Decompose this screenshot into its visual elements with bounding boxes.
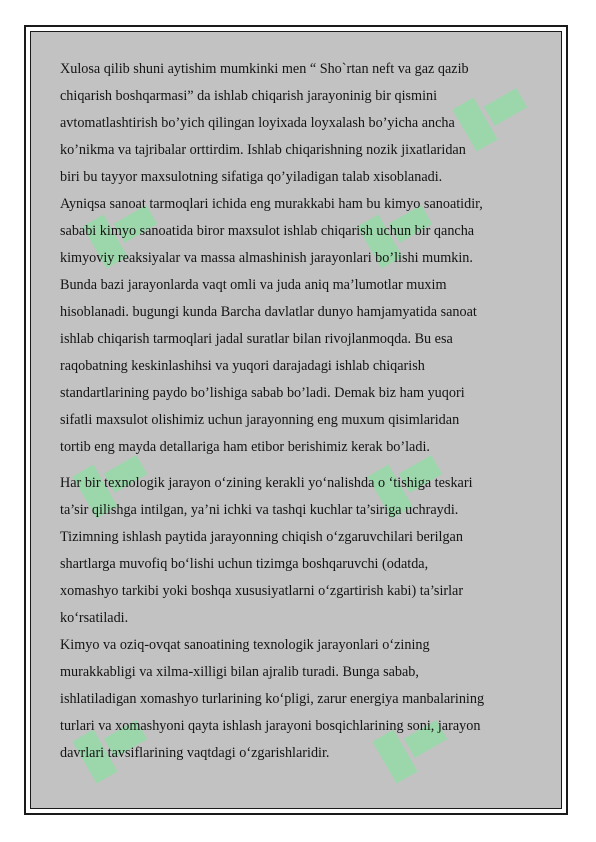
paragraph-spacer: [60, 461, 540, 470]
text-line: Bunda bazi jarayonlarda vaqt omli va juda aniq ma’lumotlar muxim: [60, 277, 447, 293]
text-line: sababi kimyo sanoatida biror maxsulot ishlab chiqarish uchun bir qancha: [60, 223, 475, 239]
text-line: sifatli maxsulot olishimiz uchun jarayonning eng muxum qisimlaridan: [60, 412, 460, 428]
text-line: ishlab chiqarish tarmoqlari jadal suratlar bilan rivojlanmoqda. Bu esa: [60, 331, 453, 347]
text-line: shartlarga muvofiq bo‘lishi uchun tizimga boshqaruvchi (odatda,: [60, 556, 429, 572]
document-body: [60, 56, 540, 767]
text-line: tortib eng mayda detallariga ham etibor berishimiz kerak bo’ladi.: [60, 439, 430, 455]
text-line: Xulosa qilib shuni aytishim mumkinki men “ Sho`rtan neft va gaz qazib: [60, 61, 469, 77]
text-line: ishlatiladigan xomashyo turlarining ko‘pligi, zarur energiya manbalarining: [60, 691, 485, 707]
text-line: standartlarining paydo bo’lishiga sabab bo’ladi. Demak biz ham yuqori: [60, 385, 465, 401]
paragraph-technology: [60, 470, 540, 767]
text-line: biri bu tayyor maxsulotning sifatiga qo’yiladigan talab xisoblanadi.: [60, 169, 443, 185]
text-line: ko‘rsatiladi.: [60, 610, 129, 626]
paragraph-conclusion: [60, 56, 540, 461]
text-line: hisoblanadi. bugungi kunda Barcha davlatlar dunyo hamjamyatida sanoat: [60, 304, 477, 320]
text-line: davrlari tavsiflarining vaqtdagi o‘zgarishlaridir.: [60, 745, 330, 761]
text-line: raqobatning keskinlashihsi va yuqori darajadagi ishlab chiqarish: [60, 358, 425, 374]
text-line: Kimyo va oziq-ovqat sanoatining texnologik jarayonlari o‘zining: [60, 637, 430, 653]
text-line: xomashyo tarkibi yoki boshqa xususiyatlarni o‘zgartirish kabi) ta’sirlar: [60, 583, 464, 599]
text-line: chiqarish boshqarmasi” da ishlab chiqarish jarayoninig bir qismini: [60, 88, 438, 104]
text-line: murakkabligi va xilma-xilligi bilan ajralib turadi. Bunga sabab,: [60, 664, 419, 680]
text-line: kimyoviy reaksiyalar va massa almashinish jarayonlari bo’lishi mumkin.: [60, 250, 473, 266]
text-line: avtomatlashtirish bo’yich qilingan loyixada loyxalash bo’yicha ancha: [60, 115, 455, 131]
text-line: ko’nikma va tajribalar orttirdim. Ishlab chiqarishning nozik jixatlaridan: [60, 142, 466, 158]
text-line: turlari va xomashyoni qayta ishlash jarayoni bosqichlarining soni, jarayon: [60, 718, 481, 734]
text-line: Tizimning ishlash paytida jarayonning chiqish o‘zgaruvchilari berilgan: [60, 529, 463, 545]
text-line: Har bir texnologik jarayon o‘zining kerakli yo‘nalishda o ‘tishiga teskari: [60, 475, 473, 491]
text-line: ta’sir qilishga intilgan, ya’ni ichki va tashqi kuchlar ta’siriga uchraydi.: [60, 502, 459, 518]
text-line: Ayniqsa sanoat tarmoqlari ichida eng murakkabi ham bu kimyo sanoatidir,: [60, 196, 483, 212]
